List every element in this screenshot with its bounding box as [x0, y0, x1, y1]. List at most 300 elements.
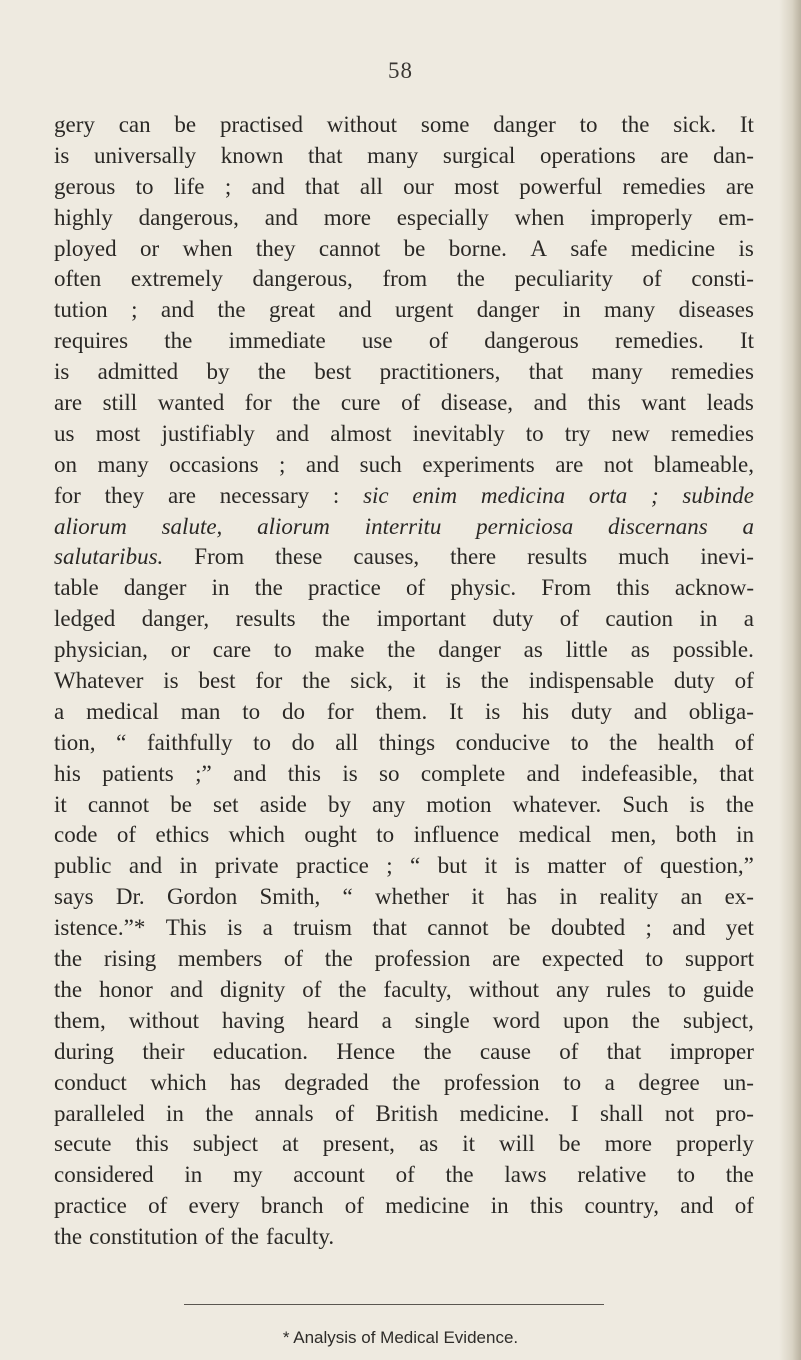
word: a	[604, 1069, 615, 1095]
word: as	[523, 637, 543, 663]
text-line	[54, 172, 754, 203]
word: that	[305, 173, 340, 199]
text-line	[54, 635, 754, 666]
word: medicina	[480, 482, 566, 508]
word: or	[170, 637, 190, 663]
word: a	[381, 1007, 392, 1033]
word: both	[675, 822, 717, 848]
word: but	[437, 853, 467, 879]
text-line	[54, 1068, 754, 1099]
word: be	[558, 1131, 581, 1157]
footnote-divider	[184, 1304, 604, 1305]
word: practice	[296, 853, 369, 879]
word: A	[530, 235, 547, 261]
word: un-	[723, 1069, 754, 1095]
word: of	[116, 822, 137, 848]
text-line	[54, 573, 754, 604]
word: by	[206, 359, 230, 385]
text-line	[54, 419, 754, 450]
word: do	[281, 698, 305, 724]
word: will	[499, 1131, 535, 1157]
word: acknow-	[674, 575, 754, 601]
word: some	[420, 112, 470, 137]
word: considered	[54, 1162, 154, 1188]
word: profession	[443, 1069, 540, 1095]
word: conduct	[54, 1069, 127, 1095]
text-line	[54, 759, 754, 790]
word: any	[372, 791, 406, 817]
word: ;	[131, 297, 138, 323]
word: whatever.	[512, 791, 602, 817]
word: are	[725, 173, 754, 199]
word: it	[471, 884, 485, 910]
word: the	[292, 390, 321, 416]
word: the	[324, 946, 353, 972]
word: the	[54, 946, 83, 972]
word: Gordon	[166, 884, 238, 910]
word: still	[102, 390, 138, 416]
word: of	[642, 266, 662, 292]
word: ethics	[155, 822, 210, 848]
word: physic.	[450, 575, 517, 601]
word: by	[327, 791, 351, 817]
word: of	[559, 1038, 579, 1064]
word: or	[140, 235, 160, 261]
word: which	[228, 822, 285, 848]
word: expected	[541, 946, 624, 972]
word: for	[326, 698, 354, 724]
word: in	[562, 297, 581, 323]
text-line	[54, 944, 754, 975]
word: be	[174, 112, 197, 137]
page-number: 58	[388, 58, 413, 83]
word: the	[302, 668, 331, 694]
word: sick,	[350, 668, 393, 694]
word: danger,	[141, 606, 210, 632]
word: em-	[718, 204, 754, 230]
word: members	[177, 946, 263, 972]
word: for	[244, 390, 272, 416]
word: duty	[570, 698, 612, 724]
word: the	[609, 729, 638, 755]
word: and	[533, 390, 567, 416]
word: Dr.	[115, 884, 145, 910]
word: improperly	[590, 204, 693, 230]
text-line	[54, 728, 754, 759]
word: ployed	[54, 235, 117, 261]
word: in	[490, 1193, 509, 1219]
word: the	[456, 266, 485, 292]
word: they	[104, 482, 145, 508]
word: to	[667, 976, 686, 1002]
word: faculty.	[266, 1224, 335, 1250]
word: this	[587, 390, 621, 416]
word: are	[54, 390, 83, 416]
word: orta	[588, 482, 628, 508]
word: from	[382, 266, 428, 292]
word: shall	[599, 1100, 644, 1126]
text-line	[54, 1099, 754, 1130]
word: things	[378, 729, 436, 755]
word: It	[449, 698, 464, 724]
word: the	[205, 1100, 234, 1126]
word: Whatever	[54, 668, 144, 694]
word: of	[401, 390, 421, 416]
text-line	[54, 1037, 754, 1068]
word: cure	[340, 390, 381, 416]
word: do	[291, 729, 315, 755]
word: cause	[479, 1038, 531, 1064]
word: danger	[438, 637, 501, 663]
word: powerful	[519, 173, 603, 199]
word: of	[623, 853, 643, 879]
word: aside	[259, 791, 307, 817]
word: and	[526, 760, 560, 786]
word: diseases	[678, 297, 754, 323]
word: the	[621, 112, 650, 137]
text-line	[54, 264, 754, 295]
word: without	[468, 976, 539, 1002]
word: dangerous,	[138, 204, 239, 230]
word: subinde	[682, 482, 754, 508]
text-line	[54, 913, 754, 944]
word: indispensable	[528, 668, 654, 694]
word: It	[739, 328, 754, 354]
text-line	[54, 1222, 754, 1253]
word: gerous	[54, 173, 116, 199]
text-line	[54, 357, 754, 388]
word: to	[677, 1162, 695, 1188]
word: life	[173, 173, 205, 199]
word: :	[332, 482, 340, 508]
word: to	[645, 946, 664, 972]
word: be	[170, 791, 192, 817]
word: cannot	[87, 791, 150, 817]
word: borne.	[448, 235, 507, 261]
word: of	[734, 668, 754, 694]
word: there	[450, 544, 497, 570]
word: of	[734, 729, 754, 755]
word: highly	[54, 204, 113, 230]
word: “	[342, 884, 353, 910]
word: faithfully	[146, 729, 233, 755]
word: rules	[606, 976, 651, 1002]
word: is	[163, 668, 179, 694]
word: is	[445, 668, 461, 694]
word: it	[412, 668, 426, 694]
word: education.	[212, 1038, 309, 1064]
word: all	[359, 173, 383, 199]
text-line	[54, 666, 754, 697]
word: of	[559, 606, 579, 632]
word: in	[166, 1100, 184, 1126]
word: safe	[570, 235, 608, 261]
word: much	[618, 544, 670, 570]
text-line	[54, 1191, 754, 1222]
word: be	[508, 915, 531, 941]
word: many	[97, 451, 149, 477]
word: medicine	[630, 235, 716, 261]
text-line	[54, 882, 754, 913]
word: that	[528, 359, 564, 385]
word: them.	[375, 698, 428, 724]
text-line	[54, 542, 754, 573]
word: and	[680, 1193, 714, 1219]
word: is	[485, 698, 501, 724]
word: in	[179, 853, 198, 879]
word: support	[684, 946, 754, 972]
word: medicine	[385, 1193, 470, 1219]
word: a	[742, 513, 754, 539]
word: try	[564, 420, 591, 446]
word: the	[54, 976, 83, 1002]
word: the	[445, 1162, 474, 1188]
text-line	[54, 110, 754, 141]
word: yet	[725, 915, 754, 941]
word: practice	[54, 1193, 127, 1219]
word: many	[604, 297, 656, 323]
word: possible.	[672, 637, 754, 663]
word: It	[739, 112, 754, 137]
word: ex-	[724, 884, 754, 910]
word: peculiarity	[514, 266, 613, 292]
word: it	[462, 1131, 475, 1157]
text-line	[54, 234, 754, 265]
word: important	[376, 606, 467, 632]
word: annals	[254, 1100, 314, 1126]
word: remedies.	[614, 328, 704, 354]
word: discernans	[608, 513, 708, 539]
word: in	[211, 575, 230, 601]
word: are	[555, 451, 584, 477]
word: the	[54, 1224, 83, 1250]
word: I	[570, 1100, 579, 1126]
text-line	[54, 1006, 754, 1037]
word: country,	[584, 1193, 659, 1219]
word: these	[275, 544, 323, 570]
word: cannot	[427, 915, 489, 941]
word: men,	[610, 822, 657, 848]
word: operations	[539, 142, 636, 168]
word: dangerous,	[252, 266, 353, 292]
word: subject	[192, 1131, 258, 1157]
text-line	[54, 820, 754, 851]
word: pro-	[715, 1100, 754, 1126]
word: danger	[476, 297, 540, 323]
word: improper	[669, 1038, 754, 1064]
word: urgent	[395, 297, 454, 323]
word: such	[359, 451, 402, 477]
word: ;	[386, 853, 393, 879]
word: especially	[396, 204, 489, 230]
word: extremely	[130, 266, 223, 292]
word: aliorum	[257, 513, 330, 539]
word: care	[212, 637, 252, 663]
word: inevi-	[700, 544, 754, 570]
word: the	[257, 359, 286, 385]
word: an	[680, 884, 703, 910]
word: rising	[103, 946, 157, 972]
word: they	[255, 235, 296, 261]
word: want	[641, 390, 686, 416]
word: a	[262, 915, 273, 941]
word: a	[54, 698, 65, 724]
word: admitted	[97, 359, 179, 385]
word: known	[220, 142, 284, 168]
word: influence	[413, 822, 500, 848]
word: practitioners,	[379, 359, 501, 385]
word: the	[217, 297, 246, 323]
word: Such	[622, 791, 669, 817]
word: man	[180, 698, 221, 724]
word: and	[275, 420, 310, 446]
word: doubted	[550, 915, 626, 941]
word: is	[226, 915, 243, 941]
word: to	[376, 822, 395, 848]
word: all	[335, 729, 359, 755]
word: is	[342, 760, 358, 786]
word: the	[254, 575, 283, 601]
word: medical	[518, 822, 592, 848]
word: dangerous	[484, 328, 579, 354]
word: word	[492, 1007, 540, 1033]
word: disease,	[440, 390, 514, 416]
word: little	[565, 637, 608, 663]
word: his	[54, 760, 81, 786]
word: practised	[219, 112, 303, 137]
word: danger	[123, 575, 187, 601]
word: paralleled	[54, 1100, 145, 1126]
word: during	[54, 1038, 115, 1064]
text-line	[54, 295, 754, 326]
word: for	[54, 482, 81, 508]
word: make	[314, 637, 365, 663]
word: the	[322, 606, 351, 632]
word: requires	[54, 328, 129, 354]
word: and	[169, 976, 204, 1002]
word: remedies	[670, 359, 754, 385]
word: physician,	[54, 637, 148, 663]
word: the	[423, 1038, 452, 1064]
word: can	[118, 112, 151, 137]
word: “	[116, 729, 127, 755]
word: of	[406, 575, 426, 601]
word: us	[54, 420, 75, 446]
word: enim	[412, 482, 458, 508]
word: of	[148, 1193, 168, 1219]
word: of	[344, 1193, 364, 1219]
word: this	[529, 1193, 564, 1219]
word: so	[379, 760, 400, 786]
word: code	[54, 822, 98, 848]
word: patients	[102, 760, 174, 786]
word: of	[428, 328, 448, 354]
word: branch	[260, 1193, 324, 1219]
word: the	[631, 1007, 661, 1033]
word: is	[54, 142, 70, 168]
word: ;	[279, 451, 286, 477]
text-line	[54, 790, 754, 821]
word: honor	[99, 976, 153, 1002]
word: tion,	[54, 729, 96, 755]
word: of	[395, 1162, 415, 1188]
word: gery	[54, 112, 95, 137]
word: danger	[493, 112, 556, 137]
word: matter	[547, 853, 607, 879]
word: that	[606, 1038, 642, 1064]
word: for	[255, 668, 283, 694]
word: has	[506, 884, 538, 910]
word: use	[361, 328, 393, 354]
word: Hence	[336, 1038, 396, 1064]
word: having	[221, 1007, 285, 1033]
word: degree	[638, 1069, 700, 1095]
word: when	[514, 204, 565, 230]
word: private	[214, 853, 279, 879]
word: ;”	[195, 760, 212, 786]
word: to	[273, 637, 292, 663]
word: new	[611, 420, 650, 446]
word: a	[743, 606, 754, 632]
word: in	[699, 606, 718, 632]
word: of	[204, 1224, 224, 1250]
word: without	[128, 1007, 199, 1033]
word: the	[392, 1069, 421, 1095]
word: their	[142, 1038, 185, 1064]
word: and	[633, 698, 667, 724]
word: the	[387, 637, 416, 663]
word: istence.”*	[54, 915, 146, 941]
word: remedies	[670, 420, 754, 446]
word: relative	[577, 1162, 647, 1188]
word: is	[514, 853, 530, 879]
word: of	[283, 946, 304, 972]
word: truism	[293, 915, 352, 941]
word: ledged	[54, 606, 116, 632]
word: is	[54, 359, 70, 385]
page-edge-shadow	[779, 0, 801, 1360]
word: causes,	[353, 544, 420, 570]
word: it	[54, 791, 67, 817]
word: experiments	[422, 451, 535, 477]
word: at	[282, 1131, 299, 1157]
word: that	[372, 915, 407, 941]
word: dan-	[713, 142, 754, 168]
word: caution	[605, 606, 674, 632]
word: tution	[54, 297, 108, 323]
word: many	[367, 142, 419, 168]
word: sick.	[673, 112, 717, 137]
word: surgical	[442, 142, 516, 168]
word: are	[660, 142, 689, 168]
word: faculty,	[383, 976, 452, 1002]
word: whether	[375, 884, 450, 910]
word: motion	[426, 791, 492, 817]
word: dignity	[220, 976, 286, 1002]
word: that	[719, 760, 754, 786]
word: is	[689, 791, 705, 817]
word: to	[525, 420, 544, 446]
word: aliorum	[54, 513, 127, 539]
word: health	[657, 729, 715, 755]
text-line	[54, 141, 754, 172]
word: best	[314, 359, 352, 385]
word: obliga-	[688, 698, 754, 724]
word: and	[251, 173, 285, 199]
word: when	[182, 235, 233, 261]
word: indefeasible,	[581, 760, 699, 786]
word: subject,	[683, 1007, 754, 1033]
